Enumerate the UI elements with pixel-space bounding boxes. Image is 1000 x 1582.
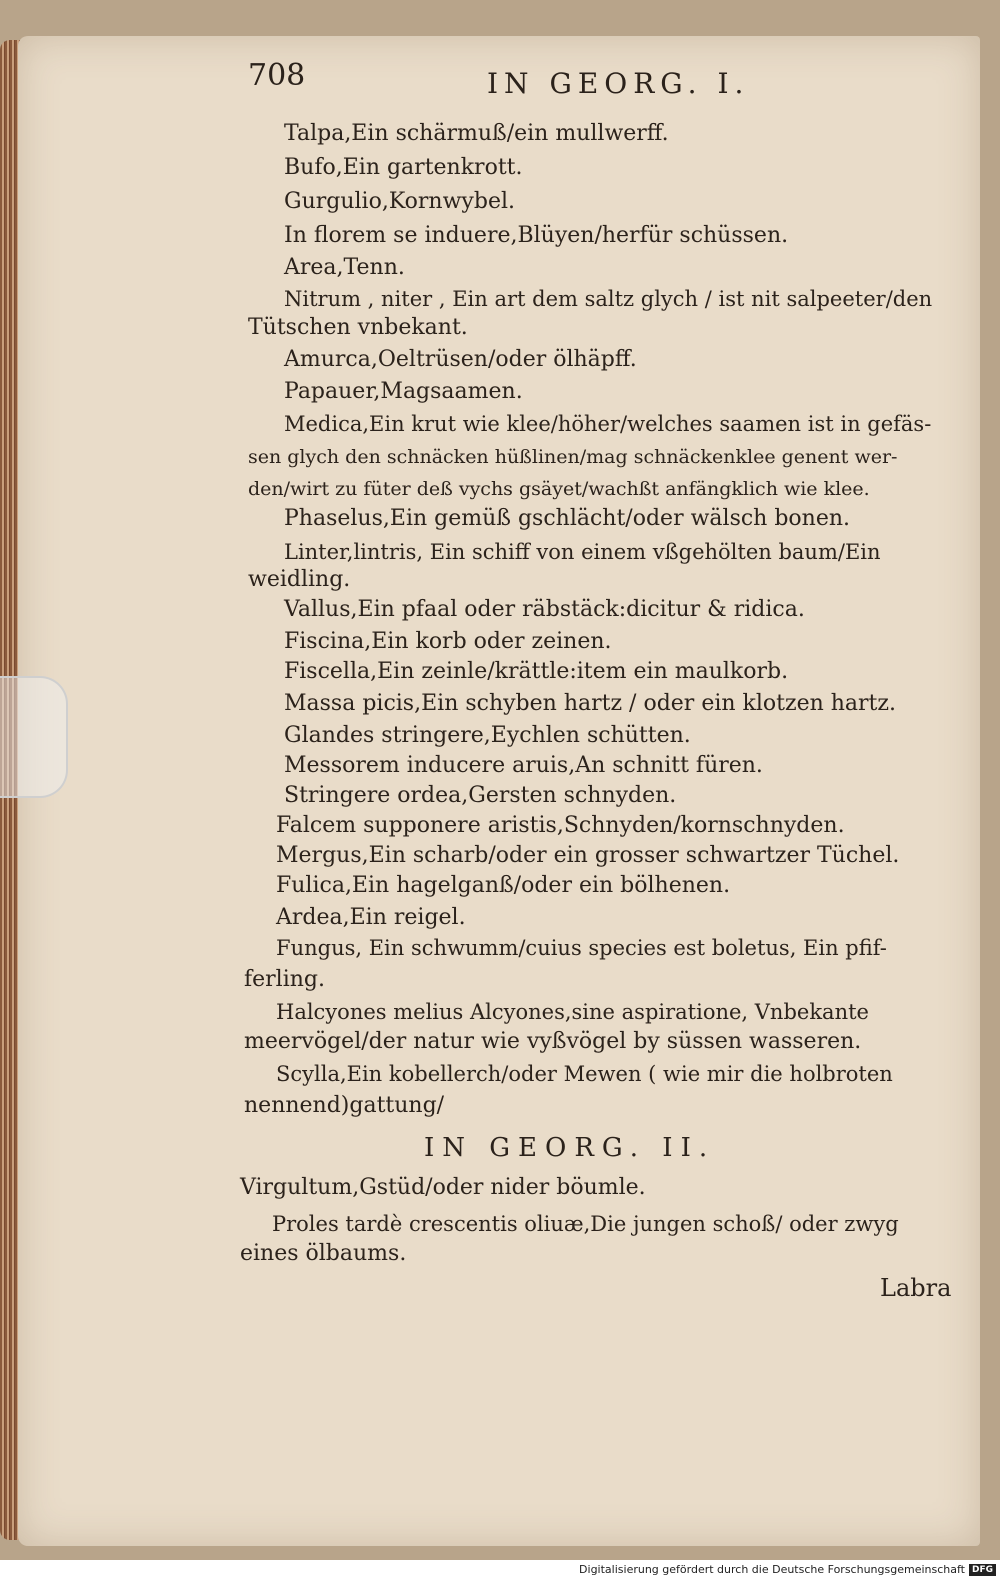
text-line: Halcyones melius Alcyones,sine aspiratione, Vnbekante xyxy=(276,1000,869,1024)
text-line: Phaselus,Ein gemüß gschlächt/oder wälsch bonen. xyxy=(284,506,851,531)
text-line: den/wirt zu füter deß vychs gsäyet/wachßt anfängklich wie klee. xyxy=(248,478,870,500)
text-line: Mergus,Ein scharb/oder ein grosser schwartzer Tüchel. xyxy=(276,843,900,868)
text-line: sen glych den schnäcken hüßlinen/mag schnäckenklee genent wer- xyxy=(248,446,898,468)
catchword: Labra xyxy=(880,1274,952,1302)
folio-number: 708 xyxy=(248,58,306,93)
text-line: weidling. xyxy=(248,567,351,592)
text-line: Tütschen vnbekant. xyxy=(248,315,468,340)
text-line: Talpa,Ein schärmuß/ein mullwerff. xyxy=(284,121,669,146)
text-line: Ardea,Ein reigel. xyxy=(276,905,466,930)
text-line: Glandes stringere,Eychlen schütten. xyxy=(284,723,691,748)
text-line: Papauer,Magsaamen. xyxy=(284,379,523,404)
text-line: ferling. xyxy=(244,967,325,992)
text-line: In florem se induere,Blüyen/herfür schüssen. xyxy=(284,223,789,248)
section-heading: IN GEORG. II. xyxy=(424,1133,716,1163)
text-line: eines ölbaums. xyxy=(240,1241,407,1266)
running-head: IN GEORG. I. xyxy=(487,67,750,100)
text-line: Fiscella,Ein zeinle/krättle:item ein maulkorb. xyxy=(284,659,789,684)
text-line: Stringere ordea,Gersten schnyden. xyxy=(284,783,677,808)
text-line: nennend)gattung/ xyxy=(244,1093,445,1118)
digitization-footer xyxy=(579,1563,996,1576)
text-line: Fungus, Ein schwumm/cuius species est boletus, Ein pfif- xyxy=(276,936,887,960)
text-line: Scylla,Ein kobellerch/oder Mewen ( wie mir die holbroten xyxy=(276,1062,893,1086)
text-line: Linter,lintris, Ein schiff von einem vßgehölten baum/Ein xyxy=(284,540,881,564)
text-line: Messorem inducere aruis,An schnitt füren. xyxy=(284,753,763,778)
text-line: Virgultum,Gstüd/oder nider böumle. xyxy=(240,1175,646,1200)
text-line: Falcem supponere aristis,Schnyden/kornschnyden. xyxy=(276,813,845,838)
text-line: Amurca,Oeltrüsen/oder ölhäpff. xyxy=(284,347,637,372)
text-line: Gurgulio,Kornwybel. xyxy=(284,189,515,214)
text-line: Bufo,Ein gartenkrott. xyxy=(284,155,523,180)
text-line: Fulica,Ein hagelganß/oder ein bölhenen. xyxy=(276,873,731,898)
text-line: Vallus,Ein pfaal oder räbstäck:dicitur & ridica. xyxy=(284,597,805,622)
text-line: Nitrum , niter , Ein art dem saltz glych / ist nit salpeeter/den xyxy=(284,287,933,311)
text-line: Proles tardè crescentis oliuæ,Die jungen schoß/ oder zwyg xyxy=(272,1212,899,1236)
dfg-logo-icon: DFG xyxy=(969,1564,996,1576)
text-line: Massa picis,Ein schyben hartz / oder ein klotzen hartz. xyxy=(284,691,896,716)
text-line: Medica,Ein krut wie klee/höher/welches saamen ist in gefäs- xyxy=(284,412,932,436)
text-line: meervögel/der natur wie vyßvögel by süssen wasseren. xyxy=(244,1029,862,1054)
footer-credit: Digitalisierung gefördert durch die Deutsche Forschungsgemeinschaft xyxy=(579,1563,965,1576)
text-line: Fiscina,Ein korb oder zeinen. xyxy=(284,629,612,654)
text-line: Area,Tenn. xyxy=(284,255,405,280)
